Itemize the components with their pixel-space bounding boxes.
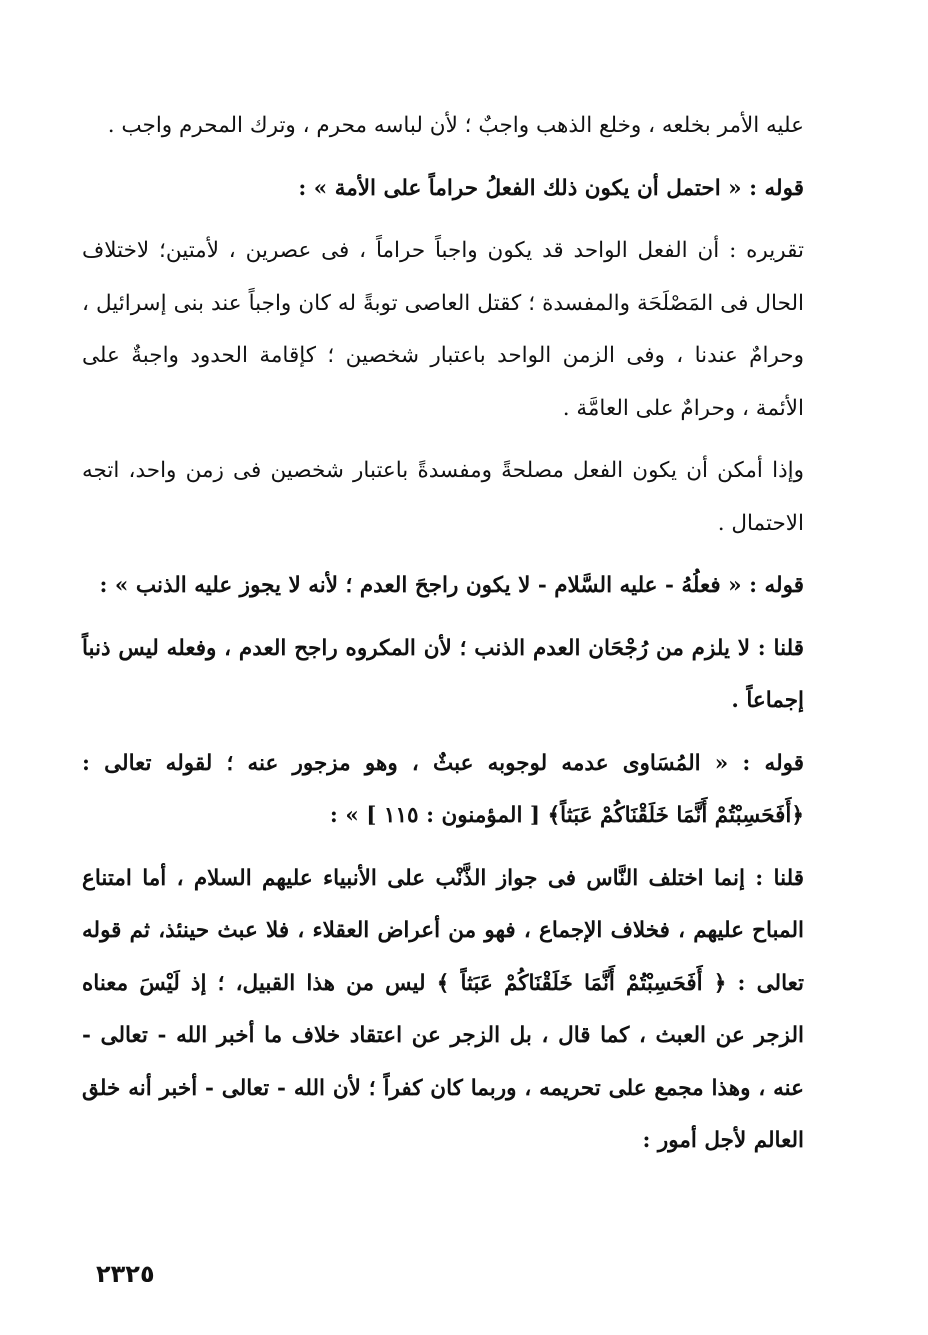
paragraph-6-lead: قلنا : لا يلزم من رُجْحَان العدم الذنب ؛ لأن المكروه راجح العدم ، وفعله ليس ذنباً إجماعاً .	[82, 635, 804, 713]
paragraph-3	[82, 225, 804, 435]
paragraph-6-answer	[82, 623, 804, 728]
paragraph-4	[82, 445, 804, 550]
page-number: ٢٣٢٥	[96, 1260, 155, 1288]
paragraph-7-lead: قوله : « المُسَاوى عدمه لوجوبه عبثٌ ، وهو مزجور عنه ؛ لقوله تعالى : ﴿أَفَحَسِبْتُمْ أَنَّمَا خَلَقْنَاكُمْ عَبَثاً﴾ [ المؤمنون : ١١٥ ] » :	[82, 750, 804, 828]
paragraph-4-text: وإذا أمكن أن يكون الفعل مصلحةً ومفسدةً باعتبار شخصين فى زمن واحد، اتجه الاحتمال .	[82, 458, 804, 536]
paragraph-8-lead: قلنا : إنما اختلف النَّاس فى جواز الذَّنْب على الأنبياء عليهم السلام ، أما امتناع المباح عليهم ، فخلاف الإجماع ، فهو من أعراض العقلاء ، فلا عبث حينئذ، ثم قوله تعالى : ﴿ أَفَحَسِبْتُمْ أَنَّمَا خَلَقْنَاكُمْ عَبَثاً ﴾ ليس من هذا القبيل، ؛ إذ لَيْسَ معناه الزجر عن العبث ، كما قال ، بل الزجر عن اعتقاد خلاف ما أخبر الله - تعالى - عنه ، وهذا مجمع على تحريمه ، وربما كان كفراً ؛ لأن الله - تعالى - أخبر أنه خلق العالم لأجل أمور :	[82, 865, 804, 1153]
page-body	[82, 100, 804, 1178]
paragraph-5-lead: قوله : « فعلُهُ - عليه السَّلام - لا يكون راجحَ العدم ؛ لأنه لا يجوز عليه الذنب » :	[99, 573, 804, 598]
paragraph-8-answer	[82, 853, 804, 1168]
paragraph-1	[82, 100, 804, 153]
paragraph-3-text: تقريره : أن الفعل الواحد قد يكون واجباً حراماً ، فى عصرين ، لأمتين؛ لاختلاف الحال فى المَصْلَحَة والمفسدة ؛ كقتل العاصى توبةً له كان واجباً عند بنى إسرائيل ، وحرامٌ عندنا ، وفى الزمن الواحد باعتبار شخصين ؛ كإقامة الحدود واجبةٌ على الأئمة ، وحرامٌ على العامَّة .	[82, 238, 804, 421]
paragraph-1-text: عليه الأمر بخلعه ، وخلع الذهب واجبٌ ؛ لأن لباسه محرم ، وترك المحرم واجب .	[107, 113, 804, 138]
paragraph-2-quote	[82, 163, 804, 216]
paragraph-5-quote	[82, 560, 804, 613]
paragraph-7-quote	[82, 738, 804, 843]
paragraph-2-lead: قوله : « احتمل أن يكون ذلك الفعلُ حراماً على الأمة » :	[298, 175, 804, 201]
